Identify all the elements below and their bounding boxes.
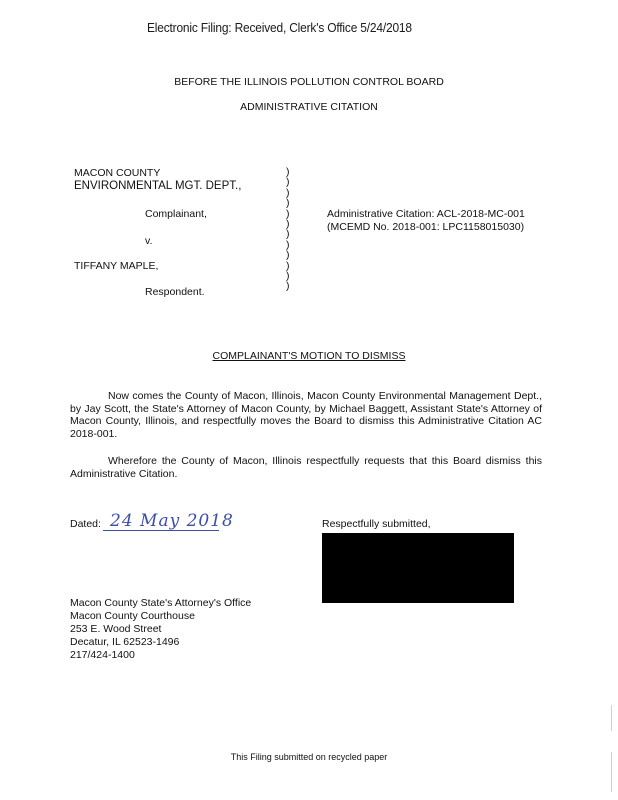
complainant-name-line2: ENVIRONMENTAL MGT. DEPT., — [74, 180, 242, 192]
motion-paragraph-1: Now comes the County of Macon, Illinois, Macon County Environmental Management Dept., by Jay Scott, the State's Attorney of Macon County, by Michael Baggett, Assistant State's Attorney of Macon County, Illinois, and respectfully moves the Board to dismiss this Administrative Citation AC 2018-001. — [70, 390, 542, 440]
page-edge-mark — [611, 752, 612, 792]
caption-parentheses: ) ) ) ) ) ) ) ) ) ) ) ) — [286, 166, 290, 293]
filing-stamp: Electronic Filing: Received, Clerk's Office 5/24/2018 — [147, 20, 412, 35]
citation-number: Administrative Citation: ACL-2018-MC-001 — [327, 208, 525, 220]
document-type-heading: ADMINISTRATIVE CITATION — [240, 101, 378, 113]
courthouse-name: Macon County Courthouse — [70, 610, 195, 622]
phone-number: 217/424-1400 — [70, 649, 135, 661]
respondent-name: TIFFANY MAPLE, — [74, 260, 159, 272]
mcemd-number: (MCEMD No. 2018-001: LPC1158015030) — [327, 221, 525, 233]
street-address: 253 E. Wood Street — [70, 623, 162, 635]
motion-paragraph-2: Wherefore the County of Macon, Illinois respectfully requests that this Board dismiss this Administrative Citation. — [70, 455, 542, 480]
handwritten-date: 24 May 2018 — [110, 511, 234, 531]
recycled-paper-footer: This Filing submitted on recycled paper — [230, 752, 388, 762]
dated-label: Dated: — [70, 518, 101, 530]
page-edge-mark — [611, 705, 612, 731]
complainant-name-line1: MACON COUNTY — [74, 167, 161, 179]
versus-label: v. — [145, 235, 153, 247]
redacted-signature — [322, 533, 514, 603]
respondent-role: Respondent. — [145, 286, 205, 298]
motion-title: COMPLAINANT'S MOTION TO DISMISS — [212, 350, 406, 362]
board-heading: BEFORE THE ILLINOIS POLLUTION CONTROL BOARD — [174, 76, 444, 88]
respectfully-submitted: Respectfully submitted, — [322, 518, 431, 530]
complainant-role: Complainant, — [145, 208, 207, 220]
office-name: Macon County State's Attorney's Office — [70, 597, 252, 609]
city-state-zip: Decatur, IL 62523-1496 — [70, 636, 180, 648]
date-signature-line — [103, 530, 219, 531]
